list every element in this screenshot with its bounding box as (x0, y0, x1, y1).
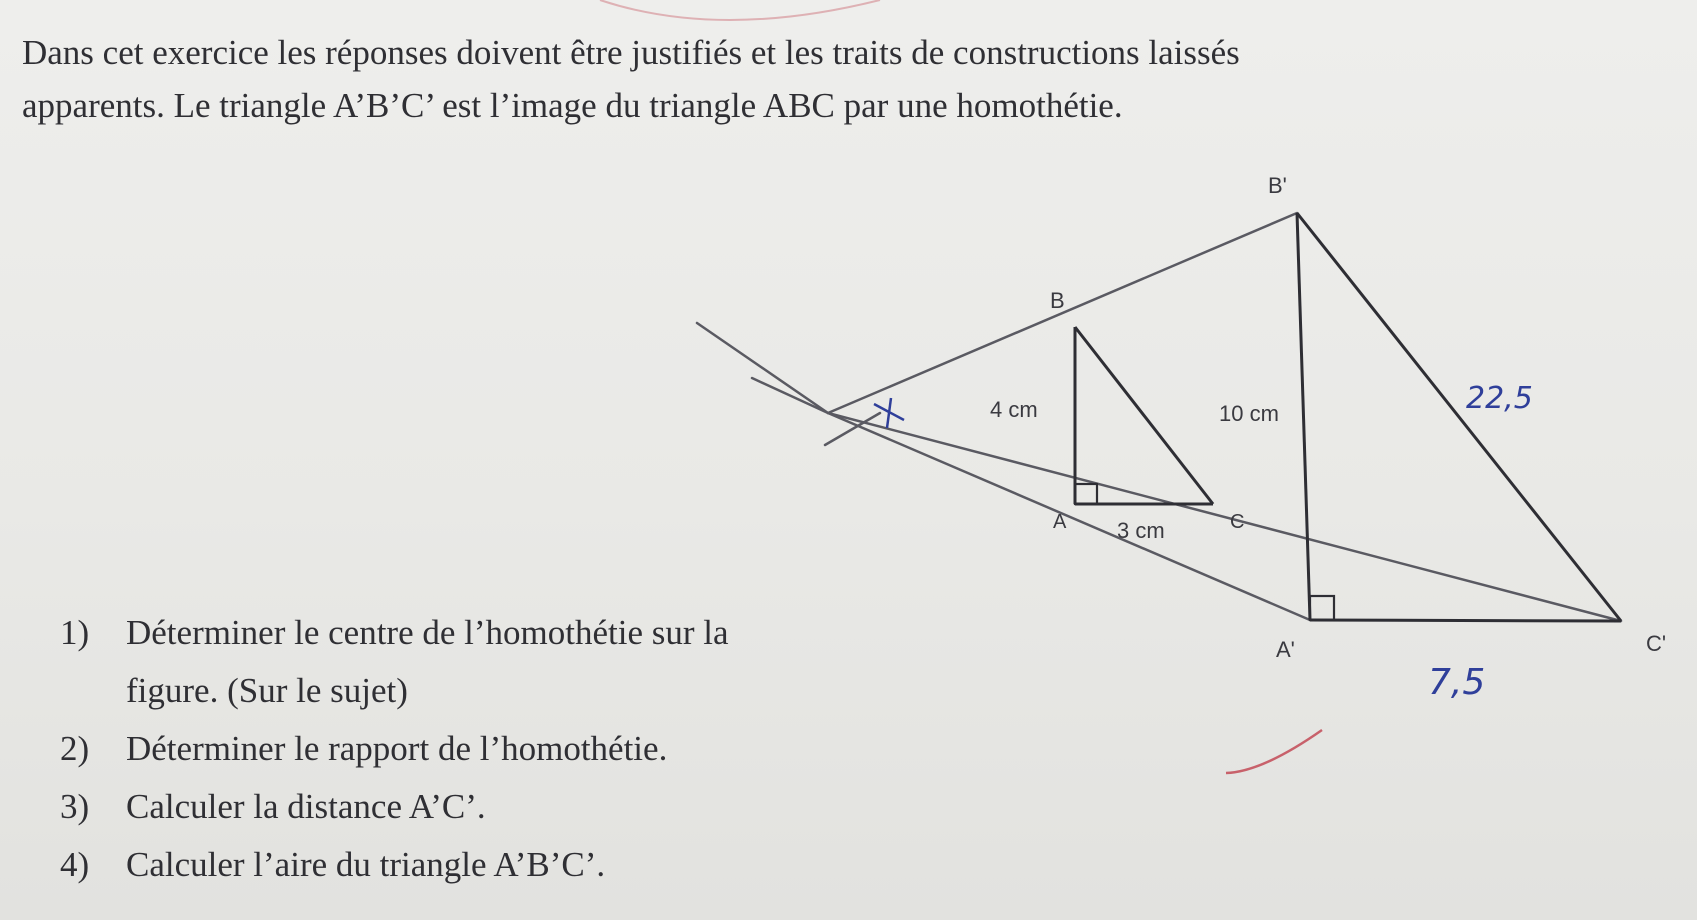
measure-ac: 3 cm (1117, 518, 1165, 543)
question-4: 4) Calculer l’aire du triangle A’B’C’. (60, 845, 606, 884)
label-a: A (1053, 511, 1067, 533)
question-2: 2) Déterminer le rapport de l’homothétie. (60, 729, 668, 768)
measure-a-prime-b-prime: 10 cm (1219, 401, 1279, 426)
label-b-prime: B' (1268, 173, 1287, 198)
label-b: B (1050, 288, 1065, 313)
statement-line-2: apparents. Le triangle A’B’C’ est l’image du triangle ABC par une homothétie. (22, 86, 1123, 125)
right-angle-a (1075, 484, 1097, 504)
red-check-mark (1226, 730, 1322, 773)
triangle-abc (1075, 327, 1213, 504)
question-1: 1) Déterminer le centre de l’homothétie sur la (60, 613, 729, 652)
construction-lines (697, 213, 1621, 621)
statement-line-1: Dans cet exercice les réponses doivent être justifiés et les traits de constructions laissés (22, 33, 1240, 72)
line-center-to-b-prime (828, 213, 1297, 413)
label-a-prime: A' (1276, 637, 1295, 662)
question-1-continued: figure. (Sur le sujet) (126, 671, 408, 710)
line-center-to-c-prime (828, 413, 1621, 621)
triangle-a-prime-b-prime-c-prime (1297, 213, 1621, 621)
right-angle-a-prime (1310, 596, 1334, 620)
red-arc-mark (600, 0, 880, 20)
handwritten-b-prime-c-prime: 22,5 (1466, 381, 1533, 416)
line-extension-cc (825, 413, 880, 445)
label-c: C (1230, 511, 1245, 533)
line-extension-aa (752, 378, 828, 413)
measure-ab: 4 cm (990, 397, 1038, 422)
handwritten-a-prime-c-prime: 7,5 (1428, 662, 1486, 703)
question-3: 3) Calculer la distance A’C’. (60, 787, 486, 826)
line-extension-bb (697, 323, 828, 413)
question-list (60, 604, 729, 894)
label-c-prime: C' (1646, 631, 1667, 656)
